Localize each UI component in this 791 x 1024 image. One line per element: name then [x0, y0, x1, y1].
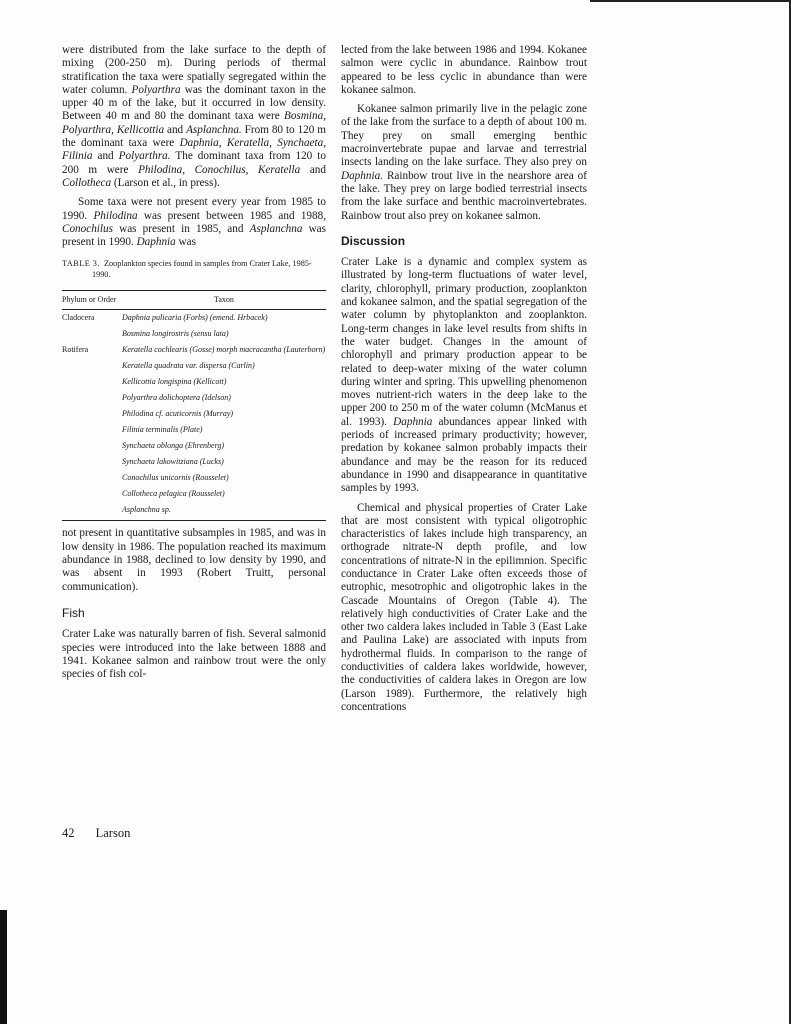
table-cell-taxon: Daphnia pulicaria (Forbs) (emend. Hrbacek) — [122, 313, 268, 323]
table-cell-group — [62, 374, 122, 390]
table-header-row — [62, 291, 326, 310]
paragraph-taxa-presence: Some taxa were not present every year from 1985 to 1990. Philodina was present between 1985 and 1988, Conochilus was present in 1985, and Asplanchna was present in 1990. Daphnia was — [62, 196, 327, 249]
table-row — [62, 422, 326, 438]
table-cell-group — [62, 326, 122, 342]
table-cell-taxon: Synchaeta lakowitziana (Lucks) — [122, 457, 224, 467]
paragraph-kokanee-trout: Kokanee salmon primarily live in the pelagic zone of the lake from the surface to a depth of about 100 m. They prey on small emerging benthic macroinvertebrate pupae and larvae and terrestrial insects landing on the lake surface. They also prey on Daphnia. Rainbow trout live in the nearshore area of the lake. They prey on large bodied terrestrial insects from the lake surface and benthic macroinvertebrates. Rainbow trout also prey on kokanee salmon. — [341, 103, 587, 222]
table-row — [62, 390, 326, 406]
table-cell-group — [62, 358, 122, 374]
table-row — [62, 310, 326, 327]
binding-edge-mark — [0, 910, 7, 1024]
page-number: 42 — [62, 826, 75, 840]
table-cell-taxon: Conochilus unicornis (Rousselet) — [122, 473, 229, 483]
table-row — [62, 326, 326, 342]
table-cell-taxon: Philodina cf. acuticornis (Murray) — [122, 409, 234, 419]
table-cell-group — [62, 470, 122, 486]
table-row — [62, 470, 326, 486]
column-header-taxon: Taxon — [214, 295, 234, 305]
running-head: Larson — [95, 826, 131, 840]
paragraph-daphnia-abundance: not present in quantitative subsamples in 1985, and was in low density in 1986. The population reached its maximum abundance in 1988, declined to low density by 1990, and was absent in 1993 (Robert Truitt, personal communication). — [62, 527, 326, 593]
left-column — [62, 44, 326, 681]
table-row — [62, 486, 326, 502]
table-row — [62, 374, 326, 390]
paragraph-fish: Crater Lake was naturally barren of fish. Several salmonid species were introduced into the lake between 1888 and 1941. Kokanee salmon and rainbow trout were the only species of fish col- — [62, 628, 326, 681]
table-caption: TABLE 3. Zooplankton species found in samples from Crater Lake, 1985-1990. — [62, 259, 312, 279]
table-cell-group: Cladocera — [62, 313, 95, 323]
table-row — [62, 502, 326, 521]
table-cell-taxon: Kellicottia longispina (Kellicott) — [122, 377, 227, 387]
table-cell-group: Rotifera — [62, 345, 89, 355]
table-row — [62, 358, 326, 374]
table-cell-group — [62, 502, 122, 521]
table-row — [62, 454, 326, 470]
zooplankton-table — [62, 290, 326, 521]
section-heading-fish: Fish — [62, 605, 85, 620]
paragraph-dynamic-system: Crater Lake is a dynamic and complex system as illustrated by long-term fluctuations of water level, clarity, chlorophyll, primary production, zooplankton and kokanee salmon, and the spatial segregation of the water column by phytoplankton and zooplankton. Long-term changes in lake level results from shifts in the water budget. Changes in the amount of chlorophyll and primary production appear to be related to deep-water mixing of the water column during winter and spring. This upwelling phenomenon moves nutrient-rich waters in the deep lake to the upper 200 to 250 m of the water column (McManus et al. 1993). Daphnia abundances appear linked with periods of increased primary productivity; however, predation by kokanee salmon probably impacts their abundance and may be the reason for its reduced abundance in 1990 and disappearance in quantitative samples by 1993. — [341, 256, 587, 495]
table-cell-taxon: Asplanchna sp. — [122, 505, 171, 515]
right-column — [341, 44, 587, 714]
table-cell-taxon: Filinia terminalis (Plate) — [122, 425, 203, 435]
table-cell-group — [62, 406, 122, 422]
table-row — [62, 342, 326, 358]
paragraph-zooplankton-distribution: were distributed from the lake surface to the depth of mixing (200-250 m). During periods of thermal stratification the taxa were spatially segregated within the water column. Polyarthra was the dominant taxon in the upper 40 m of the lake, but it occurred in low density. Between 40 m and 80 the dominant taxa were Bosmina, Polyarthra, Kellicottia and Asplanchna. From 80 to 120 m the dominant taxa were Daphnia, Keratella, Synchaeta, Filinia and Polyarthra. The dominant taxa from 120 to 200 m were Philodina, Conochilus, Keratella and Collotheca (Larson et al., in press). — [62, 44, 326, 189]
table-row — [62, 406, 326, 422]
table-cell-group — [62, 422, 122, 438]
section-heading-discussion: Discussion — [341, 233, 406, 248]
table-cell-taxon: Bosmina longirostris (sensu lata) — [122, 329, 229, 339]
page-footer — [62, 826, 130, 841]
column-header-phylum: Phylum or Order — [62, 295, 117, 305]
table-cell-group — [62, 390, 122, 406]
table-cell-taxon: Polyarthra dolichoptera (Idelson) — [122, 393, 231, 403]
page-edge-top — [590, 0, 791, 2]
paragraph-fish-collection: lected from the lake between 1986 and 1994. Kokanee salmon were cyclic in abundance. Rainbow trout appeared to be less cyclic in abundance than were kokanee salmon. — [341, 44, 587, 96]
table-cell-taxon: Keratella quadrata var. dispersa (Carlin) — [122, 361, 255, 371]
paragraph-chemical-properties: Chemical and physical properties of Crater Lake that are most consistent with typical oligotrophic characteristics of lakes include high transparency, an orthograde nitrate-N depth profile, and low concentrations of nitrate-N in the epilimnion. Specific conductance in Crater Lake often exceeds those of eutrophic, mesotrophic and oligotrophic lakes in the Cascade Mountains of Oregon (Table 4). The relatively high conductivities of Crater Lake and the other two caldera lakes included in Table 3 (East Lake and Paulina Lake) are associated with inputs from hydrothermal fluids. In comparison to the range of conductivities of caldera lakes worldwide, however, the conductivities of caldera lakes in Oregon are low (Larson 1989). Furthermore, the relatively high concentrations — [341, 501, 587, 713]
table-cell-taxon: Keratella cochlearis (Gosse) morph macracantha (Lauterborn) — [122, 345, 326, 355]
table-cell-group — [62, 438, 122, 454]
table-row — [62, 438, 326, 454]
table-cell-taxon: Synchaeta oblonga (Ehrenberg) — [122, 441, 225, 451]
table-cell-taxon: Collotheca pelagica (Rousselet) — [122, 489, 225, 499]
table-cell-group — [62, 486, 122, 502]
table-body — [62, 310, 326, 521]
table-cell-group — [62, 454, 122, 470]
